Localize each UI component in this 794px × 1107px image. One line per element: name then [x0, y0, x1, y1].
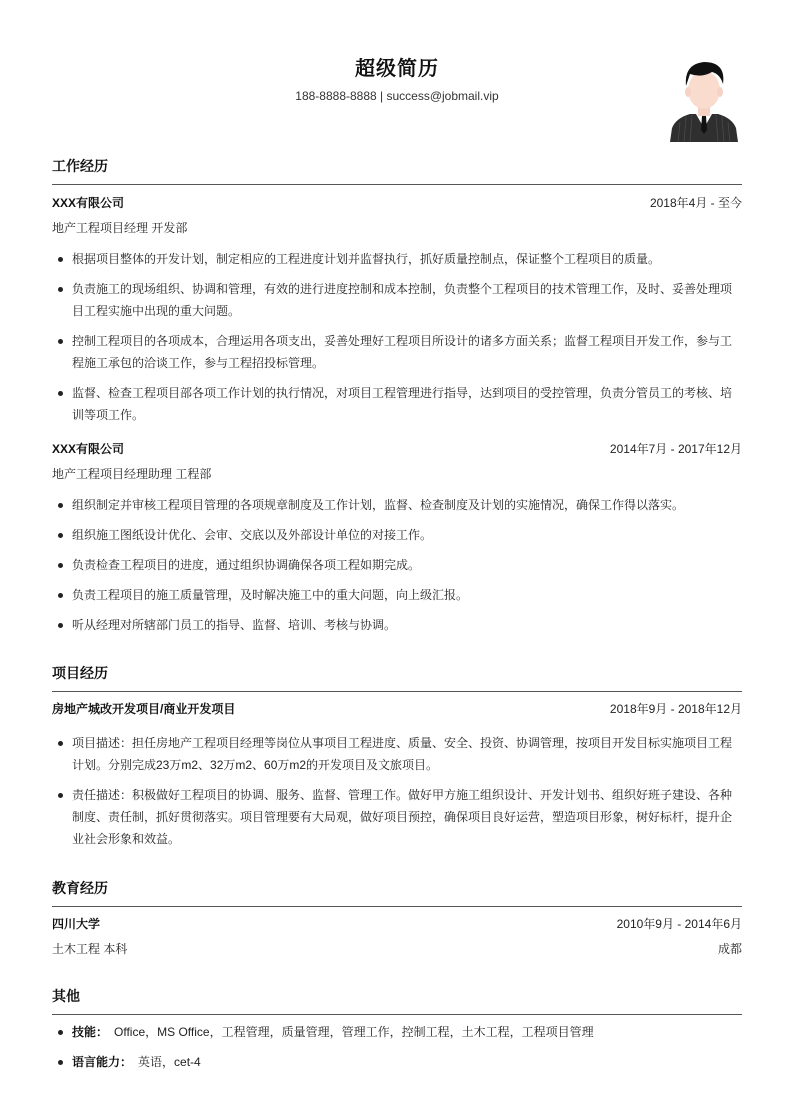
list-item: 监督、检查工程项目部各项工作计划的执行情况，对项目工程管理进行指导，达到项目的受控管理，负责分管员工的考核、培训等项工作。 [52, 382, 742, 426]
list-item: 听从经理对所辖部门员工的指导、监督、培训、考核与协调。 [52, 614, 742, 636]
education-section-title: 教育经历 [52, 880, 108, 896]
list-item: 组织施工图纸设计优化、会审、交底以及外部设计单位的对接工作。 [52, 524, 742, 546]
list-item: 组织制定并审核工程项目管理的各项规章制度及工作计划，监督、检查制度及计划的实施情况，确保工作得以落实。 [52, 494, 742, 516]
section-divider [52, 184, 742, 185]
other-section-title: 其他 [52, 988, 80, 1004]
language-item [52, 1051, 742, 1073]
person-in-suit-avatar-icon [668, 54, 740, 142]
education-entry-header [52, 915, 742, 933]
resume-name: 超级简历 [355, 58, 439, 80]
work-entry-2-role [52, 465, 742, 483]
major-degree: 土木工程 本科 [52, 942, 128, 956]
section-divider [52, 691, 742, 692]
education-section [52, 877, 742, 907]
school-city: 成都 [717, 942, 742, 956]
project-bullets [52, 732, 742, 850]
work-entry-1-bullets [52, 248, 742, 426]
work-entry-2-bullets [52, 494, 742, 636]
list-item: 责任描述：积极做好工程项目的协调、服务、监督、管理工作。做好甲方施工组织设计、开发计划书、组织好班子建设、各种制度、责任制，抓好贯彻落实。项目管理要有大局观，做好项目预控，确保项目良好运营，塑造项目形象，树好标杆，提升企业社会形象和效益。 [52, 784, 742, 850]
work-entry-2-header [52, 440, 742, 458]
work-section [52, 155, 742, 185]
skills-label: 技能： [72, 1025, 109, 1039]
project-name: 房地产城改开发项目/商业开发项目 [52, 702, 236, 716]
list-item: 控制工程项目的各项成本，合理运用各项支出，妥善处理好工程项目所设计的诸多方面关系；监督工程项目开发工作，参与工程施工承包的洽谈工作，参与工程招投标管理。 [52, 330, 742, 374]
project-section [52, 662, 742, 692]
education-entry-detail [52, 940, 742, 958]
list-item: 项目描述：担任房地产工程项目经理等岗位从事项目工程进度、质量、安全、投资、协调管理，按项目开发目标实施项目工程计划。分别完成23万m2、32万m2、60万m2的开发项目及文旅项目。 [52, 732, 742, 776]
list-item: 负责检查工程项目的进度，通过组织协调确保各项工程如期完成。 [52, 554, 742, 576]
list-item: 负责施工的现场组织、协调和管理，有效的进行进度控制和成本控制，负责整个工程项目的技术管理工作，及时、妥善处理项目工程实施中出现的重大问题。 [52, 278, 742, 322]
company-name: XXX有限公司 [52, 442, 125, 456]
contact-info: 188-8888-8888 | success@jobmail.vip [295, 89, 499, 103]
other-bullets [52, 1021, 742, 1073]
other-section [52, 985, 742, 1015]
job-role: 地产工程项目经理助理 工程部 [52, 467, 212, 481]
work-date: 2018年4月 - 至今 [649, 196, 742, 210]
project-section-title: 项目经历 [52, 665, 108, 681]
work-entry-1-header [52, 194, 742, 212]
language-value: 英语，cet-4 [138, 1055, 201, 1069]
section-divider [52, 1014, 742, 1015]
work-section-title: 工作经历 [52, 158, 108, 174]
project-date: 2018年9月 - 2018年12月 [609, 702, 742, 716]
language-label: 语言能力： [72, 1055, 133, 1069]
work-date: 2014年7月 - 2017年12月 [609, 442, 742, 456]
list-item: 根据项目整体的开发计划，制定相应的工程进度计划并监督执行，抓好质量控制点，保证整个工程项目的质量。 [52, 248, 742, 270]
company-name: XXX有限公司 [52, 196, 125, 210]
job-role: 地产工程项目经理 开发部 [52, 221, 188, 235]
education-date: 2010年9月 - 2014年6月 [616, 917, 742, 931]
section-divider [52, 906, 742, 907]
school-name: 四川大学 [52, 917, 101, 931]
list-item: 负责工程项目的施工质量管理，及时解决施工中的重大问题，向上级汇报。 [52, 584, 742, 606]
skills-value: Office，MS Office，工程管理，质量管理，管理工作，控制工程，土木工程，工程项目管理 [114, 1025, 594, 1039]
project-entry-header [52, 700, 742, 718]
work-entry-1-role [52, 219, 742, 237]
skills-item [52, 1021, 742, 1043]
